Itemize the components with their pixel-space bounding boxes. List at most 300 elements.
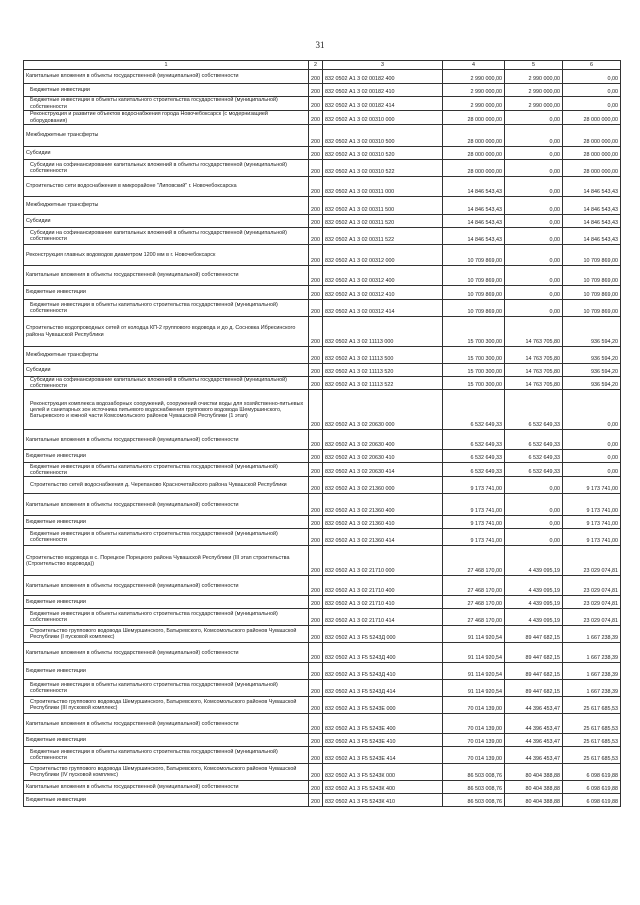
row-total: 6 532 649,33 [443,450,505,463]
row-col6: 10 709 869,00 [563,245,621,266]
row-name: Бюджетные инвестиции [24,663,309,680]
row-col6: 0,00 [563,84,621,97]
page-number: 31 [315,40,325,50]
row-vr: 200 [309,764,323,781]
row-col5: 89 447 682,15 [505,680,563,697]
row-col6: 23 029 074,81 [563,576,621,596]
row-code: 832 0502 А1 3 02 11113 500 [323,347,443,364]
row-total: 15 700 300,00 [443,364,505,377]
row-name: Субсидии на софинансирование капитальных вложений в объекты государственной (муниципальной) собственности [24,160,309,177]
table-row [24,626,621,643]
row-col6: 14 846 543,43 [563,197,621,215]
row-col5: 0,00 [505,197,563,215]
row-col6: 25 617 685,53 [563,734,621,747]
row-total: 10 709 869,00 [443,266,505,286]
row-col5: 44 396 453,47 [505,697,563,714]
row-total: 6 532 649,33 [443,430,505,450]
row-col5: 2 990 000,00 [505,97,563,111]
row-code: 832 0502 А1 3 F5 5243Д 400 [323,643,443,663]
row-name: Бюджетные инвестиции в объекты капитального строительства государственной (муниципальной) собственности [24,300,309,317]
table-row [24,663,621,680]
row-code: 832 0502 А1 3 02 00312 000 [323,245,443,266]
row-total: 28 000 000,00 [443,111,505,125]
row-col5: 0,00 [505,147,563,160]
table-row [24,84,621,97]
table-row [24,643,621,663]
row-col6: 23 029 074,81 [563,546,621,576]
row-col6: 6 098 619,88 [563,781,621,794]
row-vr: 200 [309,147,323,160]
row-code: 832 0502 А1 3 02 00310 522 [323,160,443,177]
row-name: Реконструкция и развитие объектов водоснабжения города Новочебоксарск (с модернизацией оборудования) [24,111,309,125]
row-col6: 23 029 074,81 [563,609,621,626]
row-col5: 0,00 [505,300,563,317]
row-col6: 6 098 619,88 [563,794,621,807]
row-code: 832 0502 А1 3 02 21360 414 [323,529,443,546]
row-col6: 25 617 685,53 [563,714,621,734]
row-name: Капитальные вложения в объекты государственной (муниципальной) собственности [24,781,309,794]
row-name: Субсидии [24,215,309,228]
row-vr: 200 [309,609,323,626]
table-row [24,794,621,807]
table-row [24,781,621,794]
row-col6: 28 000 000,00 [563,147,621,160]
row-vr: 200 [309,794,323,807]
row-vr: 200 [309,317,323,347]
row-vr: 200 [309,546,323,576]
row-col6: 1 667 238,39 [563,643,621,663]
row-total: 91 114 920,54 [443,643,505,663]
header-col-4: 4 [443,61,505,70]
row-col5: 44 396 453,47 [505,714,563,734]
row-col6: 0,00 [563,70,621,84]
row-total: 9 173 741,00 [443,529,505,546]
row-total: 9 173 741,00 [443,494,505,516]
row-vr: 200 [309,228,323,245]
row-col5: 14 763 705,80 [505,364,563,377]
row-total: 10 709 869,00 [443,286,505,300]
row-col6: 0,00 [563,430,621,450]
row-total: 6 532 649,33 [443,390,505,430]
row-col5: 0,00 [505,516,563,529]
table-row [24,347,621,364]
row-name: Бюджетные инвестиции [24,516,309,529]
row-vr: 200 [309,781,323,794]
row-total: 28 000 000,00 [443,147,505,160]
row-name: Субсидии на софинансирование капитальных вложений в объекты государственной (муниципальной) собственности [24,228,309,245]
row-name: Бюджетные инвестиции в объекты капитального строительства государственной (муниципальной) собственности [24,97,309,111]
table-row [24,197,621,215]
row-col5: 0,00 [505,477,563,494]
row-code: 832 0502 А1 3 02 20630 000 [323,390,443,430]
table-row [24,596,621,609]
row-vr: 200 [309,680,323,697]
table-row [24,111,621,125]
budget-table [23,60,621,807]
header-col-5: 5 [505,61,563,70]
row-col6: 10 709 869,00 [563,286,621,300]
row-vr: 200 [309,516,323,529]
row-name: Строительство группового водовода Шемуршинского, Батыревского, Комсомольского районов Чувашской Республики (III пусковой комплекс) [24,697,309,714]
table-row [24,477,621,494]
row-name: Строительство группового водовода Шемуршинского, Батыревского, Комсомольского районов Чувашской Республики (I пусковой комплекс) [24,626,309,643]
table-row [24,97,621,111]
row-col6: 9 173 741,00 [563,477,621,494]
row-code: 832 0502 А1 3 02 00182 410 [323,84,443,97]
table-row [24,160,621,177]
row-total: 9 173 741,00 [443,477,505,494]
row-col5: 4 439 095,19 [505,596,563,609]
row-vr: 200 [309,177,323,197]
row-col6: 14 846 543,43 [563,228,621,245]
table-row [24,377,621,390]
table-row [24,747,621,764]
table-row [24,70,621,84]
table-row [24,228,621,245]
row-vr: 200 [309,160,323,177]
row-total: 2 990 000,00 [443,97,505,111]
row-col5: 0,00 [505,160,563,177]
row-vr: 200 [309,643,323,663]
row-vr: 200 [309,197,323,215]
row-total: 27 468 170,00 [443,596,505,609]
row-total: 28 000 000,00 [443,125,505,147]
table-row [24,764,621,781]
row-col6: 28 000 000,00 [563,111,621,125]
row-total: 28 000 000,00 [443,160,505,177]
row-col5: 80 404 388,88 [505,764,563,781]
header-col-3: 3 [323,61,443,70]
table-row [24,245,621,266]
row-col5: 4 439 095,19 [505,609,563,626]
table-row [24,364,621,377]
row-col6: 28 000 000,00 [563,160,621,177]
row-code: 832 0502 А1 3 F5 5243Е 000 [323,697,443,714]
row-code: 832 0502 А1 3 02 00310 500 [323,125,443,147]
row-total: 86 503 008,76 [443,781,505,794]
table-row [24,177,621,197]
row-name: Строительство водопроводных сетей от колодца КП-2 группового водовода и до д. Сосновка Ибресинского района Чувашской Республики [24,317,309,347]
row-vr: 200 [309,70,323,84]
row-col6: 10 709 869,00 [563,266,621,286]
table-row [24,697,621,714]
row-col6: 936 594,20 [563,377,621,390]
row-vr: 200 [309,747,323,764]
row-col6: 28 000 000,00 [563,125,621,147]
header-col-6: 6 [563,61,621,70]
row-code: 832 0502 А1 3 02 00311 520 [323,215,443,228]
row-total: 14 846 543,43 [443,228,505,245]
row-name: Бюджетные инвестиции [24,450,309,463]
row-col5: 6 532 649,33 [505,390,563,430]
row-code: 832 0502 А1 3 02 00312 414 [323,300,443,317]
row-col6: 0,00 [563,97,621,111]
row-name: Бюджетные инвестиции [24,286,309,300]
row-code: 832 0502 А1 3 02 21360 410 [323,516,443,529]
row-col5: 44 396 453,47 [505,734,563,747]
row-name: Бюджетные инвестиции в объекты капитального строительства государственной (муниципальной) собственности [24,529,309,546]
row-code: 832 0502 А1 3 02 00311 500 [323,197,443,215]
row-code: 832 0502 А1 3 F5 5243Е 410 [323,734,443,747]
row-col6: 0,00 [563,390,621,430]
row-code: 832 0502 А1 3 02 21360 000 [323,477,443,494]
row-col5: 44 396 453,47 [505,747,563,764]
row-code: 832 0502 А1 3 02 11113 000 [323,317,443,347]
table-row [24,300,621,317]
row-col6: 25 617 685,53 [563,697,621,714]
row-code: 832 0502 А1 3 F5 5243Е 414 [323,747,443,764]
row-name: Субсидии [24,364,309,377]
row-vr: 200 [309,286,323,300]
table-row [24,463,621,477]
row-total: 91 114 920,54 [443,626,505,643]
row-vr: 200 [309,390,323,430]
row-vr: 200 [309,347,323,364]
row-col5: 0,00 [505,228,563,245]
row-total: 70 014 139,00 [443,747,505,764]
row-name: Строительство водовода в с. Порецкое Порецкого района Чувашской Республики (III этап строительства (Строительство водовода)) [24,546,309,576]
row-code: 832 0502 А1 3 F5 5243К 400 [323,781,443,794]
row-name: Капитальные вложения в объекты государственной (муниципальной) собственности [24,643,309,663]
row-vr: 200 [309,430,323,450]
table-row [24,450,621,463]
row-total: 14 846 543,43 [443,177,505,197]
row-vr: 200 [309,266,323,286]
row-total: 10 709 869,00 [443,300,505,317]
row-vr: 200 [309,377,323,390]
row-code: 832 0502 А1 3 F5 5243К 000 [323,764,443,781]
row-col6: 23 029 074,81 [563,596,621,609]
row-total: 27 468 170,00 [443,576,505,596]
row-name: Капитальные вложения в объекты государственной (муниципальной) собственности [24,70,309,84]
row-total: 2 990 000,00 [443,84,505,97]
table-row [24,734,621,747]
row-name: Бюджетные инвестиции в объекты капитального строительства государственной (муниципальной) собственности [24,747,309,764]
row-code: 832 0502 А1 3 F5 5243Д 000 [323,626,443,643]
table-row [24,125,621,147]
row-name: Бюджетные инвестиции [24,84,309,97]
row-vr: 200 [309,626,323,643]
row-name: Капитальные вложения в объекты государственной (муниципальной) собственности [24,576,309,596]
row-code: 832 0502 А1 3 F5 5243К 410 [323,794,443,807]
row-code: 832 0502 А1 3 02 00310 000 [323,111,443,125]
row-col5: 89 447 682,15 [505,626,563,643]
row-col5: 0,00 [505,177,563,197]
row-vr: 200 [309,300,323,317]
row-vr: 200 [309,477,323,494]
table-row [24,714,621,734]
row-total: 86 503 008,76 [443,764,505,781]
table-row [24,266,621,286]
row-vr: 200 [309,111,323,125]
row-col6: 14 846 543,43 [563,215,621,228]
row-code: 832 0502 А1 3 F5 5243Е 400 [323,714,443,734]
row-col5: 80 404 388,88 [505,794,563,807]
row-col6: 9 173 741,00 [563,529,621,546]
row-total: 9 173 741,00 [443,516,505,529]
table-row [24,576,621,596]
row-total: 10 709 869,00 [443,245,505,266]
row-vr: 200 [309,125,323,147]
row-col5: 6 532 649,33 [505,450,563,463]
row-name: Строительство сетей водоснабжения д. Черепаново Красночетайского района Чувашской Республики [24,477,309,494]
row-code: 832 0502 А1 3 02 00312 410 [323,286,443,300]
row-col5: 89 447 682,15 [505,663,563,680]
row-name: Субсидии [24,147,309,160]
row-total: 14 846 543,43 [443,215,505,228]
row-vr: 200 [309,364,323,377]
row-vr: 200 [309,734,323,747]
table-row [24,609,621,626]
row-col6: 0,00 [563,463,621,477]
row-vr: 200 [309,97,323,111]
row-vr: 200 [309,84,323,97]
table-row [24,147,621,160]
row-total: 91 114 920,54 [443,663,505,680]
row-name: Бюджетные инвестиции [24,596,309,609]
row-code: 832 0502 А1 3 02 21710 000 [323,546,443,576]
row-vr: 200 [309,529,323,546]
row-col5: 4 439 095,19 [505,546,563,576]
row-col5: 0,00 [505,245,563,266]
row-col5: 14 763 705,80 [505,317,563,347]
row-code: 832 0502 А1 3 F5 5243Д 414 [323,680,443,697]
row-col5: 2 990 000,00 [505,84,563,97]
row-code: 832 0502 А1 3 02 21710 414 [323,609,443,626]
row-code: 832 0502 А1 3 F5 5243Д 410 [323,663,443,680]
row-total: 70 014 139,00 [443,734,505,747]
table-row [24,286,621,300]
row-col5: 0,00 [505,125,563,147]
row-code: 832 0502 А1 3 02 21710 400 [323,576,443,596]
row-col5: 4 439 095,19 [505,576,563,596]
row-code: 832 0502 А1 3 02 00311 522 [323,228,443,245]
table-row [24,390,621,430]
row-code: 832 0502 А1 3 02 00311 000 [323,177,443,197]
row-col6: 9 173 741,00 [563,516,621,529]
row-code: 832 0502 А1 3 02 00182 414 [323,97,443,111]
row-col6: 1 667 238,39 [563,626,621,643]
row-code: 832 0502 А1 3 02 11113 522 [323,377,443,390]
row-vr: 200 [309,245,323,266]
row-col5: 80 404 388,88 [505,781,563,794]
table-row [24,546,621,576]
row-name: Бюджетные инвестиции [24,794,309,807]
row-name: Капитальные вложения в объекты государственной (муниципальной) собственности [24,494,309,516]
row-code: 832 0502 А1 3 02 21710 410 [323,596,443,609]
row-col5: 0,00 [505,266,563,286]
row-name: Капитальные вложения в объекты государственной (муниципальной) собственности [24,266,309,286]
row-total: 6 532 649,33 [443,463,505,477]
row-col6: 25 617 685,53 [563,747,621,764]
row-col6: 6 098 619,88 [563,764,621,781]
row-vr: 200 [309,714,323,734]
row-name: Субсидии на софинансирование капитальных вложений в объекты государственной (муниципальной) собственности [24,377,309,390]
row-col6: 936 594,20 [563,347,621,364]
row-name: Бюджетные инвестиции в объекты капитального строительства государственной (муниципальной) собственности [24,463,309,477]
row-code: 832 0502 А1 3 02 20630 414 [323,463,443,477]
table-row [24,494,621,516]
row-col6: 936 594,20 [563,317,621,347]
row-col5: 14 763 705,80 [505,377,563,390]
header-col-2: 2 [309,61,323,70]
row-total: 70 014 139,00 [443,697,505,714]
table-row [24,516,621,529]
row-total: 27 468 170,00 [443,609,505,626]
row-col6: 10 709 869,00 [563,300,621,317]
row-vr: 200 [309,697,323,714]
table-row [24,529,621,546]
row-code: 832 0502 А1 3 02 20630 400 [323,430,443,450]
row-code: 832 0502 А1 3 02 20630 410 [323,450,443,463]
row-total: 2 990 000,00 [443,70,505,84]
header-row [24,61,621,70]
row-col6: 9 173 741,00 [563,494,621,516]
row-total: 14 846 543,43 [443,197,505,215]
row-col5: 0,00 [505,494,563,516]
table-row [24,680,621,697]
row-col5: 0,00 [505,529,563,546]
row-col6: 14 846 543,43 [563,177,621,197]
row-col5: 0,00 [505,111,563,125]
row-vr: 200 [309,663,323,680]
row-name: Капитальные вложения в объекты государственной (муниципальной) собственности [24,430,309,450]
table-body [24,70,621,807]
row-col5: 89 447 682,15 [505,643,563,663]
row-col5: 0,00 [505,215,563,228]
row-name: Бюджетные инвестиции в объекты капитального строительства государственной (муниципальной) собственности [24,609,309,626]
row-name: Капитальные вложения в объекты государственной (муниципальной) собственности [24,714,309,734]
row-name: Бюджетные инвестиции в объекты капитального строительства государственной (муниципальной) собственности [24,680,309,697]
row-vr: 200 [309,576,323,596]
row-code: 832 0502 А1 3 02 21360 400 [323,494,443,516]
table-row [24,215,621,228]
row-col5: 6 532 649,33 [505,430,563,450]
row-total: 86 503 008,76 [443,794,505,807]
row-col6: 0,00 [563,450,621,463]
row-total: 91 114 920,54 [443,680,505,697]
row-vr: 200 [309,596,323,609]
row-total: 27 468 170,00 [443,546,505,576]
row-name: Реконструкция главных водоводов диаметром 1200 мм в г. Новочебоксарск [24,245,309,266]
row-name: Межбюджетные трансферты [24,347,309,364]
row-col6: 936 594,20 [563,364,621,377]
row-col6: 1 667 238,39 [563,663,621,680]
row-name: Строительство сети водоснабжения в микрорайоне "Липовский" г. Новочебоксарска [24,177,309,197]
header-col-1: 1 [24,61,309,70]
row-vr: 200 [309,494,323,516]
row-code: 832 0502 А1 3 02 11113 520 [323,364,443,377]
table-row [24,317,621,347]
row-total: 15 700 300,00 [443,377,505,390]
row-col5: 0,00 [505,286,563,300]
row-code: 832 0502 А1 3 02 00312 400 [323,266,443,286]
row-name: Межбюджетные трансферты [24,197,309,215]
row-total: 15 700 300,00 [443,317,505,347]
row-name: Строительство группового водовода Шемуршинского, Батыревского, Комсомольского районов Чувашской Республики (IV пусковой комплекс) [24,764,309,781]
row-total: 70 014 139,00 [443,714,505,734]
row-name: Бюджетные инвестиции [24,734,309,747]
row-col6: 1 667 238,39 [563,680,621,697]
row-vr: 200 [309,450,323,463]
row-col5: 6 532 649,33 [505,463,563,477]
row-col5: 2 990 000,00 [505,70,563,84]
row-vr: 200 [309,463,323,477]
row-col5: 14 763 705,80 [505,347,563,364]
row-name: Межбюджетные трансферты [24,125,309,147]
row-code: 832 0502 А1 3 02 00182 400 [323,70,443,84]
row-total: 15 700 300,00 [443,347,505,364]
